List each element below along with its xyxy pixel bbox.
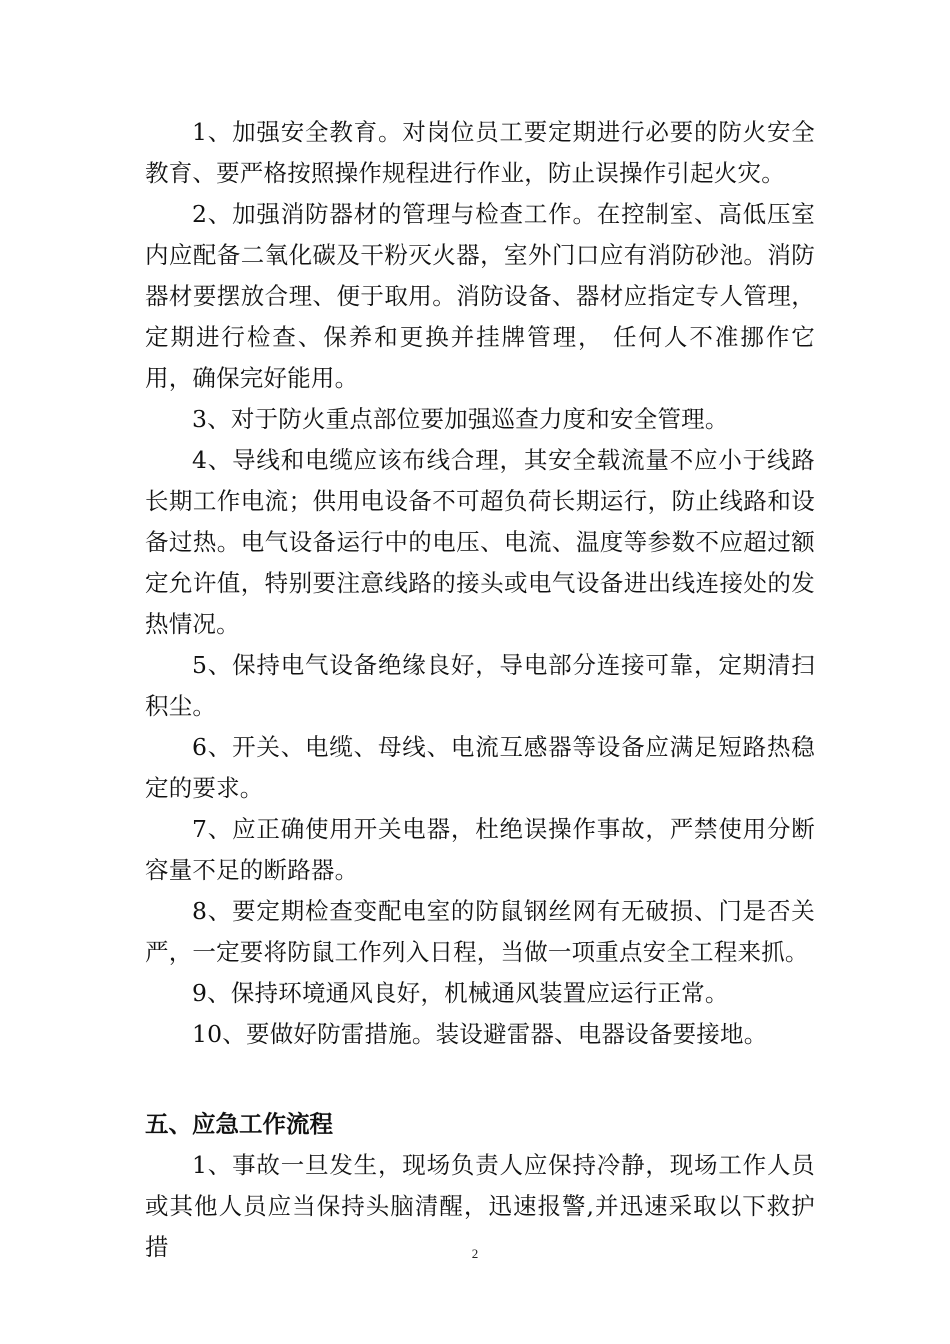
paragraph-item-10: 10、要做好防雷措施。装设避雷器、电器设备要接地。	[192, 1020, 768, 1048]
document-body	[145, 112, 815, 1268]
paragraph-item-5: 5、保持电气设备绝缘良好，导电部分连接可靠，定期清扫积尘。	[145, 651, 815, 720]
paragraph-item-4: 4、导线和电缆应该布线合理，其安全载流量不应小于线路长期工作电流；供用电设备不可超负荷长期运行，防止线路和设备过热。电气设备运行中的电压、电流、温度等参数不应超过额定允许值，特别要注意线路的接头或电气设备进出线连接处的发热情况。	[145, 446, 815, 638]
paragraph-item-8: 8、要定期检查变配电室的防鼠钢丝网有无破损、门是否关严，一定要将防鼠工作列入日程，当做一项重点安全工程来抓。	[145, 897, 815, 966]
paragraph-item-3: 3、对于防火重点部位要加强巡查力度和安全管理。	[192, 405, 729, 433]
paragraph-emergency-1: 1、事故一旦发生，现场负责人应保持冷静，现场工作人员或其他人员应当保持头脑清醒，迅速报警,并迅速采取以下救护措	[145, 1151, 815, 1261]
page-number: 2	[471, 1246, 479, 1261]
paragraph-item-6: 6、开关、电缆、母线、电流互感器等设备应满足短路热稳定的要求。	[145, 733, 815, 802]
paragraph-item-2: 2、加强消防器材的管理与检查工作。在控制室、高低压室内应配备二氧化碳及干粉灭火器，室外门口应有消防砂池。消防器材要摆放合理、便于取用。消防设备、器材应指定专人管理，定期进行检查、保养和更换并挂牌管理， 任何人不准挪作它用，确保完好能用。	[145, 200, 815, 392]
paragraph-item-9: 9、保持环境通风良好，机械通风装置应运行正常。	[192, 979, 729, 1007]
section-heading: 五、应急工作流程	[145, 1110, 333, 1138]
paragraph-item-1: 1、加强安全教育。对岗位员工要定期进行必要的防火安全教育、要严格按照操作规程进行作业，防止误操作引起火灾。	[145, 118, 815, 187]
paragraph-item-7: 7、应正确使用开关电器，杜绝误操作事故，严禁使用分断容量不足的断路器。	[145, 815, 815, 884]
